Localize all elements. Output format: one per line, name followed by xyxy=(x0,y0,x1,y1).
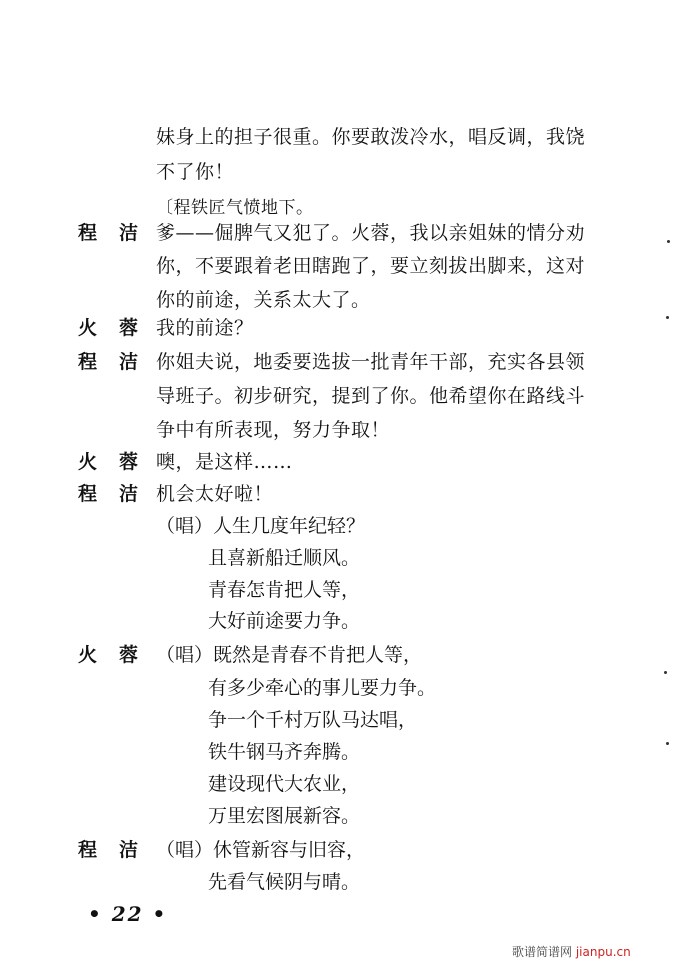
speaker-char: 火 xyxy=(78,451,98,473)
dialogue-line: 你的前途，关系太大了。 xyxy=(156,289,371,311)
scan-speck xyxy=(666,316,669,319)
stage-direction: 〔程铁匠气愤地下。 xyxy=(156,198,314,218)
speaker-char: 程 xyxy=(78,222,98,244)
speaker-char: 蓉 xyxy=(119,451,139,473)
watermark-site: jianpu.cn xyxy=(575,945,631,959)
speaker-cheng-jie xyxy=(78,482,138,506)
dialogue-line: 妹身上的担子很重。你要敢泼冷水，唱反调，我饶 xyxy=(156,126,586,148)
page-number: • 22 • xyxy=(88,902,168,926)
speaker-huo-rong xyxy=(78,450,138,474)
dialogue-line: 我的前途？ xyxy=(156,317,254,339)
speaker-char: 火 xyxy=(78,644,98,666)
speaker-char: 程 xyxy=(78,483,98,505)
dialogue-line: 噢，是这样…… xyxy=(156,451,293,473)
song-line: 铁牛钢马齐奔腾。 xyxy=(208,741,361,763)
speaker-char: 洁 xyxy=(119,839,139,861)
song-line: 万里宏图展新容。 xyxy=(208,805,361,827)
speaker-huo-rong xyxy=(78,643,138,667)
scan-speck xyxy=(664,671,667,674)
speaker-char: 洁 xyxy=(119,222,139,244)
speaker-cheng-jie xyxy=(78,350,138,374)
scan-speck xyxy=(667,240,670,243)
song-line: 大好前途要力争。 xyxy=(208,610,361,632)
speaker-char: 程 xyxy=(78,351,98,373)
song-line: 先看气候阴与晴。 xyxy=(208,871,361,893)
speaker-char: 火 xyxy=(78,317,98,339)
speaker-cheng-jie xyxy=(78,221,138,245)
song-line: （唱）休管新容与旧容， xyxy=(156,839,366,861)
dialogue-line: 你姐夫说，地委要选拔一批青年干部，充实各县领 xyxy=(156,351,586,373)
song-line: 有多少牵心的事儿要力争。 xyxy=(208,677,437,699)
song-line: 青春怎肯把人等， xyxy=(208,579,361,601)
song-line: 建设现代大农业， xyxy=(208,773,361,795)
watermark xyxy=(512,943,631,960)
speaker-char: 蓉 xyxy=(119,644,139,666)
dialogue-line: 爹——倔脾气又犯了。火蓉，我以亲姐妹的情分劝 xyxy=(156,222,586,244)
speaker-huo-rong xyxy=(78,316,138,340)
speaker-char: 蓉 xyxy=(119,317,139,339)
speaker-char: 洁 xyxy=(119,351,139,373)
scan-speck xyxy=(666,742,669,745)
dialogue-line: 不了你！ xyxy=(156,161,235,183)
speaker-char: 洁 xyxy=(119,483,139,505)
dialogue-line: 你，不要跟着老田瞎跑了，要立刻拔出脚来，这对 xyxy=(156,255,586,277)
speaker-cheng-jie xyxy=(78,838,138,862)
dialogue-line: 机会太好啦！ xyxy=(156,483,274,505)
speaker-char: 程 xyxy=(78,839,98,861)
dialogue-line: 争中有所表现，努力争取！ xyxy=(156,419,391,441)
dialogue-line: 导班子。初步研究，提到了你。他希望你在路线斗 xyxy=(156,385,586,407)
song-line: （唱）既然是青春不肯把人等， xyxy=(156,644,423,666)
song-line: 争一个千村万队马达唱， xyxy=(208,709,418,731)
song-line: （唱）人生几度年纪轻？ xyxy=(156,515,366,537)
watermark-text: 歌谱简谱网 xyxy=(512,945,573,959)
song-line: 且喜新船迁顺风。 xyxy=(208,547,361,569)
